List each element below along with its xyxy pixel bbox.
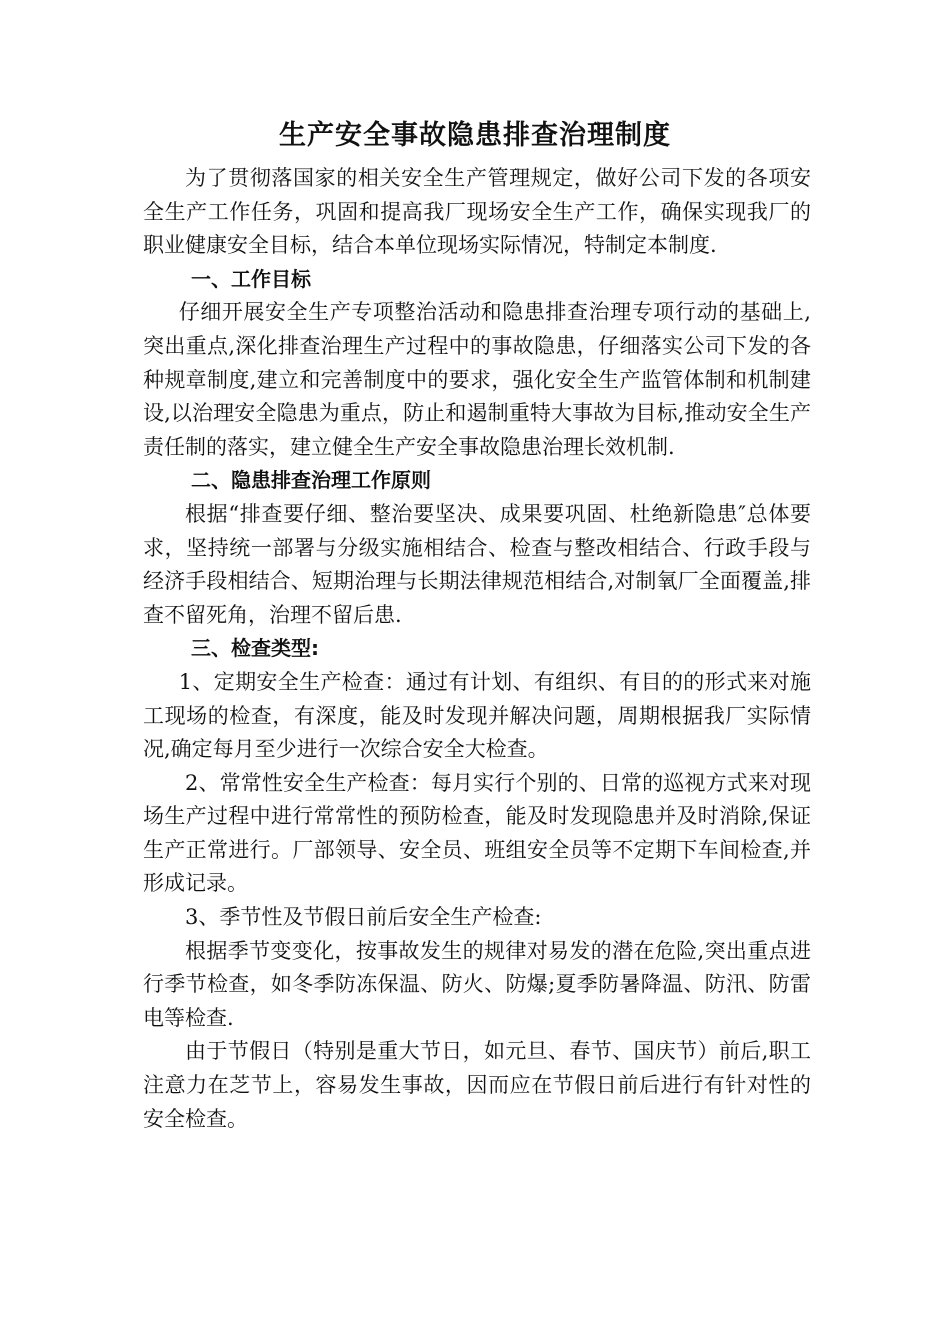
- section-paragraph-work-goals: 仔细开展安全生产专项整治活动和隐患排查治理专项行动的基础上,突出重点,深化排查治理生产过程中的事故隐患，仔细落实公司下发的各种规章制度,建立和完善制度中的要求，强化安全生产监管体制和机制建设,以治理安全隐患为重点，防止和遏制重特大事故为目标,推动安全生产责任制的落实，建立健全生产安全事故隐患治理长效机制.: [143, 300, 811, 459]
- inspection-item-3-text-a: 根据季节变变化，按事故发生的规律对易发的潜在危险,突出重点进行季节检查，如冬季防冻保温、防火、防爆;夏季防暑降温、防汛、防雷电等检查.: [143, 938, 811, 1030]
- document-body: [143, 162, 811, 1136]
- intro-paragraph: 为了贯彻落国家的相关安全生产管理规定，做好公司下发的各项安全生产工作任务，巩固和提高我厂现场安全生产工作，确保实现我厂的职业健康安全目标，结合本单位现场实际情况，特制定本制度.: [143, 166, 811, 258]
- section-heading-principles: 二、隐患排查治理工作原则: [191, 468, 431, 493]
- section-heading-inspection-types: 三、检查类型:: [191, 636, 319, 661]
- inspection-item-3-text-b: 由于节假日（特别是重大节日，如元旦、春节、国庆节）前后,职工注意力在芝节上，容易发生事故，因而应在节假日前后进行有针对性的安全检查。: [143, 1039, 811, 1131]
- section-paragraph-principles: 根据“排查要仔细、整治要坚决、成果要巩固、杜绝新隐患″总体要求，坚持统一部署与分级实施相结合、检查与整改相结合、行政手段与经济手段相结合、短期治理与长期法律规范相结合,对制氧厂全面覆盖,排查不留死角，治理不留后患.: [143, 501, 811, 627]
- inspection-item-1: 1、定期安全生产检查：通过有计划、有组织、有目的的形式来对施工现场的检查，有深度，能及时发现并解决问题，周期根据我厂实际情况,确定每月至少进行一次综合安全大检查。: [143, 669, 811, 762]
- inspection-item-2: 2、常常性安全生产检查：每月实行个别的、日常的巡视方式来对现场生产过程中进行常常性的预防检查，能及时发现隐患并及时消除,保证生产正常进行。厂部领导、安全员、班组安全员等不定期下车间检查,并形成记录。: [143, 770, 811, 896]
- inspection-item-3: 3、季节性及节假日前后安全生产检查:: [185, 905, 542, 930]
- document-title: 生产安全事故隐患排查治理制度: [279, 120, 671, 151]
- section-heading-work-goals: 一、工作目标: [191, 266, 311, 291]
